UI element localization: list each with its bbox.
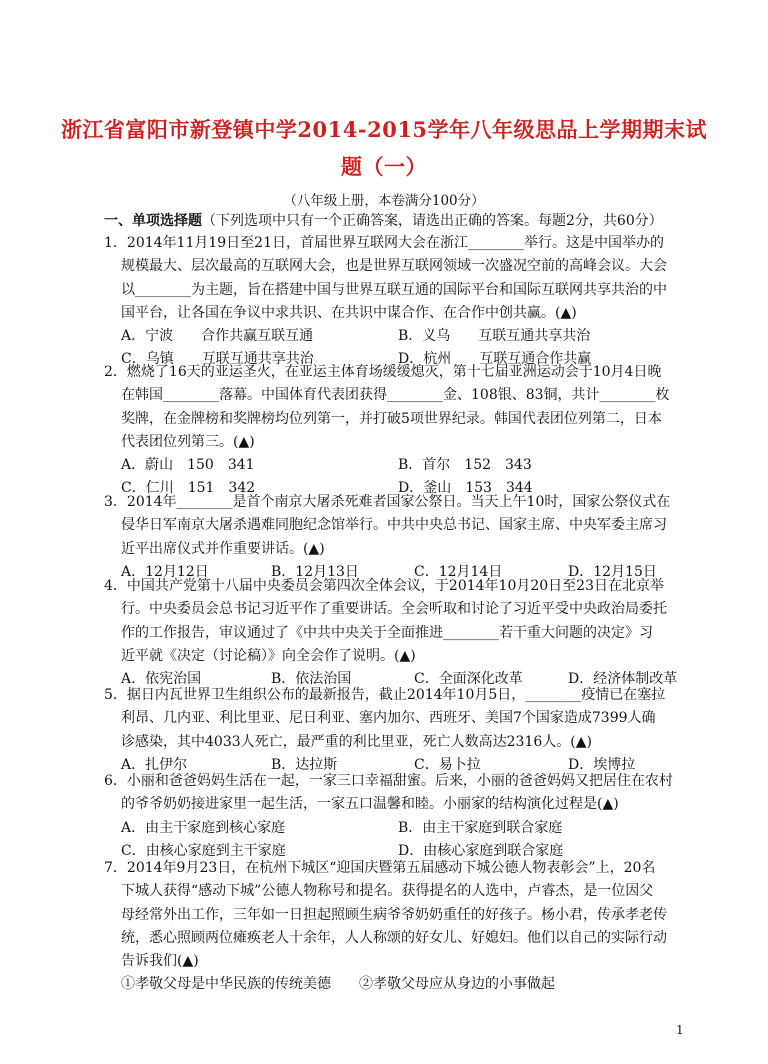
question-6 [104, 770, 704, 863]
question-text-line: ①孝敬父母是中华民族的传统美德 ②孝敬父母应从身边的小事做起 [121, 976, 555, 993]
question-text-line: 5．据日内瓦世界卫生组织公布的最新报告，截止2014年10月5日，________疫情已在塞拉 [104, 687, 666, 703]
question-text-line: 7．2014年9月23日，在杭州下城区“迎国庆暨第五届感动下城公德人物表彰会”上，20名 [104, 860, 656, 876]
answer-option: A．宁波 合作共赢互联互通 [121, 328, 314, 345]
answer-option: D．12月15日 [568, 563, 657, 580]
page-number: 1 [676, 1023, 684, 1037]
answer-option: A．依宪治国 [121, 671, 202, 688]
answer-option: C．全面深化改革 [414, 671, 523, 688]
answer-option: B．达拉斯 [271, 756, 338, 773]
answer-option: C．12月14日 [414, 563, 503, 580]
answer-option: C．仁川 151 342 [121, 480, 256, 497]
answer-option: C．乌镇 互联互通共享共治 [121, 351, 314, 368]
option-row [104, 325, 704, 348]
question-text-line: 告诉我们(▲) [121, 953, 199, 970]
document-title-line-2: 题（一） [341, 154, 427, 179]
answer-option: D．杭州 互联互通合作共赢 [398, 351, 592, 368]
question-text-line: 近平就《决定（讨论稿）》向全会作了说明。(▲) [121, 647, 416, 664]
section-title: 一、单项选择题 [104, 213, 202, 229]
question-text-line: 代表团位列第三。(▲) [121, 433, 255, 450]
question-text-line: 统，悉心照顾两位瘫痪老人十余年，人人称颂的好女儿、好媳妇。他们以自己的实际行动 [121, 929, 667, 946]
answer-option: B．首尔 152 343 [398, 457, 532, 474]
question-text-line: 1．2014年11月19日至21日，首届世界互联网大会在浙江________举行。这是中国举办的 [104, 235, 664, 251]
answer-option: A．12月12日 [121, 563, 209, 580]
answer-option: D．经济体制改革 [568, 671, 678, 688]
question-2 [104, 361, 704, 501]
question-text-line: 行。中央委员会总书记习近平作了重要讲话。全会听取和讨论了习近平受中央政治局委托 [121, 601, 667, 618]
answer-option: A．蔚山 150 341 [121, 457, 255, 474]
answer-option: D．埃博拉 [568, 756, 636, 773]
question-text-line: 近平出席仪式并作重要讲话。(▲) [121, 540, 325, 557]
answer-option: C．由核心家庭到主干家庭 [121, 842, 286, 859]
question-text-line: 作的工作报告，审议通过了《中共中央关于全面推进________若干重大问题的决定》习 [121, 624, 653, 641]
question-text-line: 下城人获得“感动下城”公德人物称号和提名。获得提名的人选中，卢睿杰，是一位因父 [121, 883, 654, 900]
answer-option: C．易卜拉 [414, 756, 481, 773]
option-row [104, 454, 704, 477]
question-text-line: 6．小丽和爸爸妈妈生活在一起，一家三口幸福甜蜜。后来，小丽的爸爸妈妈又把居住在农村 [104, 773, 673, 789]
question-text-line: 的爷爷奶奶接进家里一起生活，一家五口温馨和睦。小丽家的结构演化过程是(▲) [121, 796, 619, 813]
section-instruction: （下列选项中只有一个正确答案，请选出正确的答案。每题2分，共60分） [202, 213, 663, 229]
question-text-line: 诊感染，其中4033人死亡，最严重的利比里亚，死亡人数高达2316人。(▲) [121, 733, 592, 750]
question-4 [104, 575, 704, 691]
answer-option: B．12月13日 [271, 563, 359, 580]
question-text-line: 以________为主题，旨在搭建中国与世界互联互通的国际平台和国际互联网共享共治的中 [121, 281, 667, 298]
answer-option: B．义乌 互联互通共享共治 [398, 328, 591, 345]
question-7 [104, 857, 704, 997]
answer-option: D．由核心家庭到联合家庭 [398, 842, 564, 859]
answer-option: A．扎伊尔 [121, 756, 188, 773]
question-text-line: 国平台，让各国在争议中求共识、在共识中谋合作、在合作中创共赢。(▲) [121, 304, 577, 321]
question-1 [104, 232, 704, 372]
question-5 [104, 684, 704, 777]
question-text-line: 利昂、几内亚、利比里亚、尼日利亚、塞内加尔、西班牙、美国7个国家造成7399人确 [121, 710, 656, 727]
question-text-line: 母经常外出工作，三年如一日担起照顾生病爷爷奶奶重任的好孩子。杨小君，传承孝老传 [121, 906, 667, 923]
answer-option: B．由主干家庭到联合家庭 [398, 819, 563, 836]
question-text-line: 奖牌，在金牌榜和奖牌榜均位列第一，并打破5项世界纪录。韩国代表团位列第二，日本 [121, 410, 662, 427]
answer-option: A．由主干家庭到核心家庭 [121, 819, 286, 836]
document-subtitle: （八年级上册，本卷满分100分） [283, 193, 485, 209]
question-text-line: 4．中国共产党第十八届中央委员会第四次全体会议，于2014年10月20日至23日在北京举 [104, 578, 664, 594]
answer-option: B．依法治国 [271, 671, 352, 688]
answer-option: D．釜山 153 344 [398, 480, 533, 497]
question-3 [104, 491, 704, 584]
question-text-line: 侵华日军南京大屠杀遇难同胞纪念馆举行。中共中央总书记、国家主席、中央军委主席习 [121, 517, 667, 534]
document-title-line-1: 浙江省富阳市新登镇中学2014-2015学年八年级思品上学期期末试 [60, 117, 708, 142]
question-text-line: 规模最大、层次最高的互联网大会，也是世界互联网领域一次盛况空前的高峰会议。大会 [121, 258, 667, 275]
option-row [104, 817, 704, 840]
question-text-line: 2．燃烧了16天的亚运圣火，在亚运主体育场缓缓熄灭，第十七届亚洲运动会于10月4日晚 [104, 364, 662, 380]
question-text-line: 在韩国________落幕。中国体育代表团获得________金、108银、83铜，共计________枚 [121, 387, 670, 404]
question-text-line: 3．2014年________是首个南京大屠杀死难者国家公祭日。当天上午10时，国家公祭仪式在 [104, 494, 671, 510]
section-heading [104, 210, 704, 230]
